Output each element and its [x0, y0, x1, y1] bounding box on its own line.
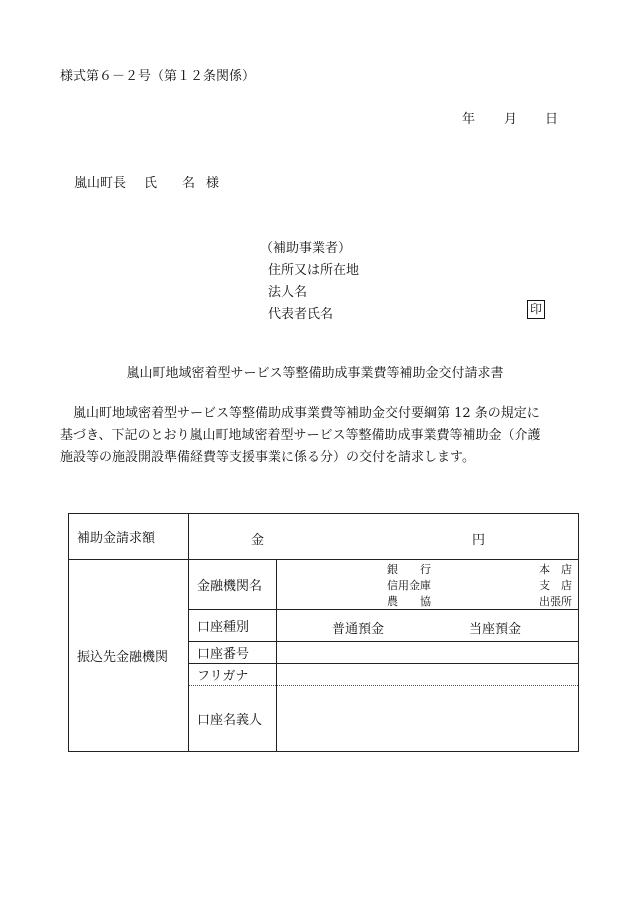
furigana-field[interactable]: [277, 664, 579, 686]
request-amount-field[interactable]: [189, 514, 579, 560]
account-holder-field[interactable]: [277, 686, 579, 752]
bank-name-field[interactable]: [277, 560, 579, 610]
form-number: 様式第６－２号（第１２条関係）: [60, 69, 256, 84]
account-number-field[interactable]: [277, 642, 579, 664]
furigana-label: フリガナ: [189, 664, 277, 686]
representative-label: 代表者氏名: [268, 307, 334, 322]
date-day: 日: [545, 112, 559, 127]
bank-type-bank: 銀 行: [387, 562, 431, 576]
body-text: [60, 403, 585, 469]
branch-type-branch: 支 店: [539, 578, 572, 592]
address-label: 住所又は所在地: [268, 263, 360, 278]
applicant-heading: （補助事業者）: [260, 241, 352, 256]
account-type-field[interactable]: [277, 610, 579, 642]
branch-type-office: 出張所: [539, 594, 572, 608]
addressee-name-2: 名: [182, 176, 196, 191]
body-line: 施設等の施設開設準備経費等支援事業に係る分）の交付を請求します。: [60, 450, 475, 465]
account-type-current[interactable]: 当座預金: [469, 621, 522, 637]
date-year: 年: [462, 112, 476, 127]
body-line: 基づき、下記のとおり嵐山町地域密着型サービス等整備助成事業費等補助金（介護: [60, 428, 541, 443]
request-amount-label: 補助金請求額: [69, 514, 189, 560]
addressee-town: 嵐山町長: [74, 176, 127, 191]
date-month: 月: [504, 112, 518, 127]
addressee-name-1: 氏: [144, 176, 158, 191]
body-line: 嵐山町地域密着型サービス等整備助成事業費等補助金交付要綱第 12 条の規定に: [60, 406, 540, 421]
account-holder-label: 口座名義人: [189, 686, 277, 752]
corporation-label: 法人名: [268, 285, 308, 300]
bank-name-label: 金融機関名: [189, 560, 277, 610]
branch-type-main: 本 店: [539, 562, 572, 576]
addressee-honorific: 様: [206, 176, 220, 191]
amount-suffix: 円: [472, 532, 486, 548]
document-title: 嵐山町地域密着型サービス等整備助成事業費等補助金交付請求書: [126, 366, 504, 381]
applicant-block: [260, 238, 359, 326]
seal-mark: 印: [527, 300, 545, 319]
amount-prefix: 金: [251, 532, 265, 548]
account-type-label: 口座種別: [189, 610, 277, 642]
request-table: [68, 513, 579, 752]
bank-type-shinkin: 信用金庫: [387, 578, 431, 592]
bank-section-label: 振込先金融機関: [69, 560, 189, 752]
bank-type-nokyo: 農 協: [387, 594, 431, 608]
account-type-ordinary[interactable]: 普通預金: [332, 621, 385, 637]
account-number-label: 口座番号: [189, 642, 277, 664]
